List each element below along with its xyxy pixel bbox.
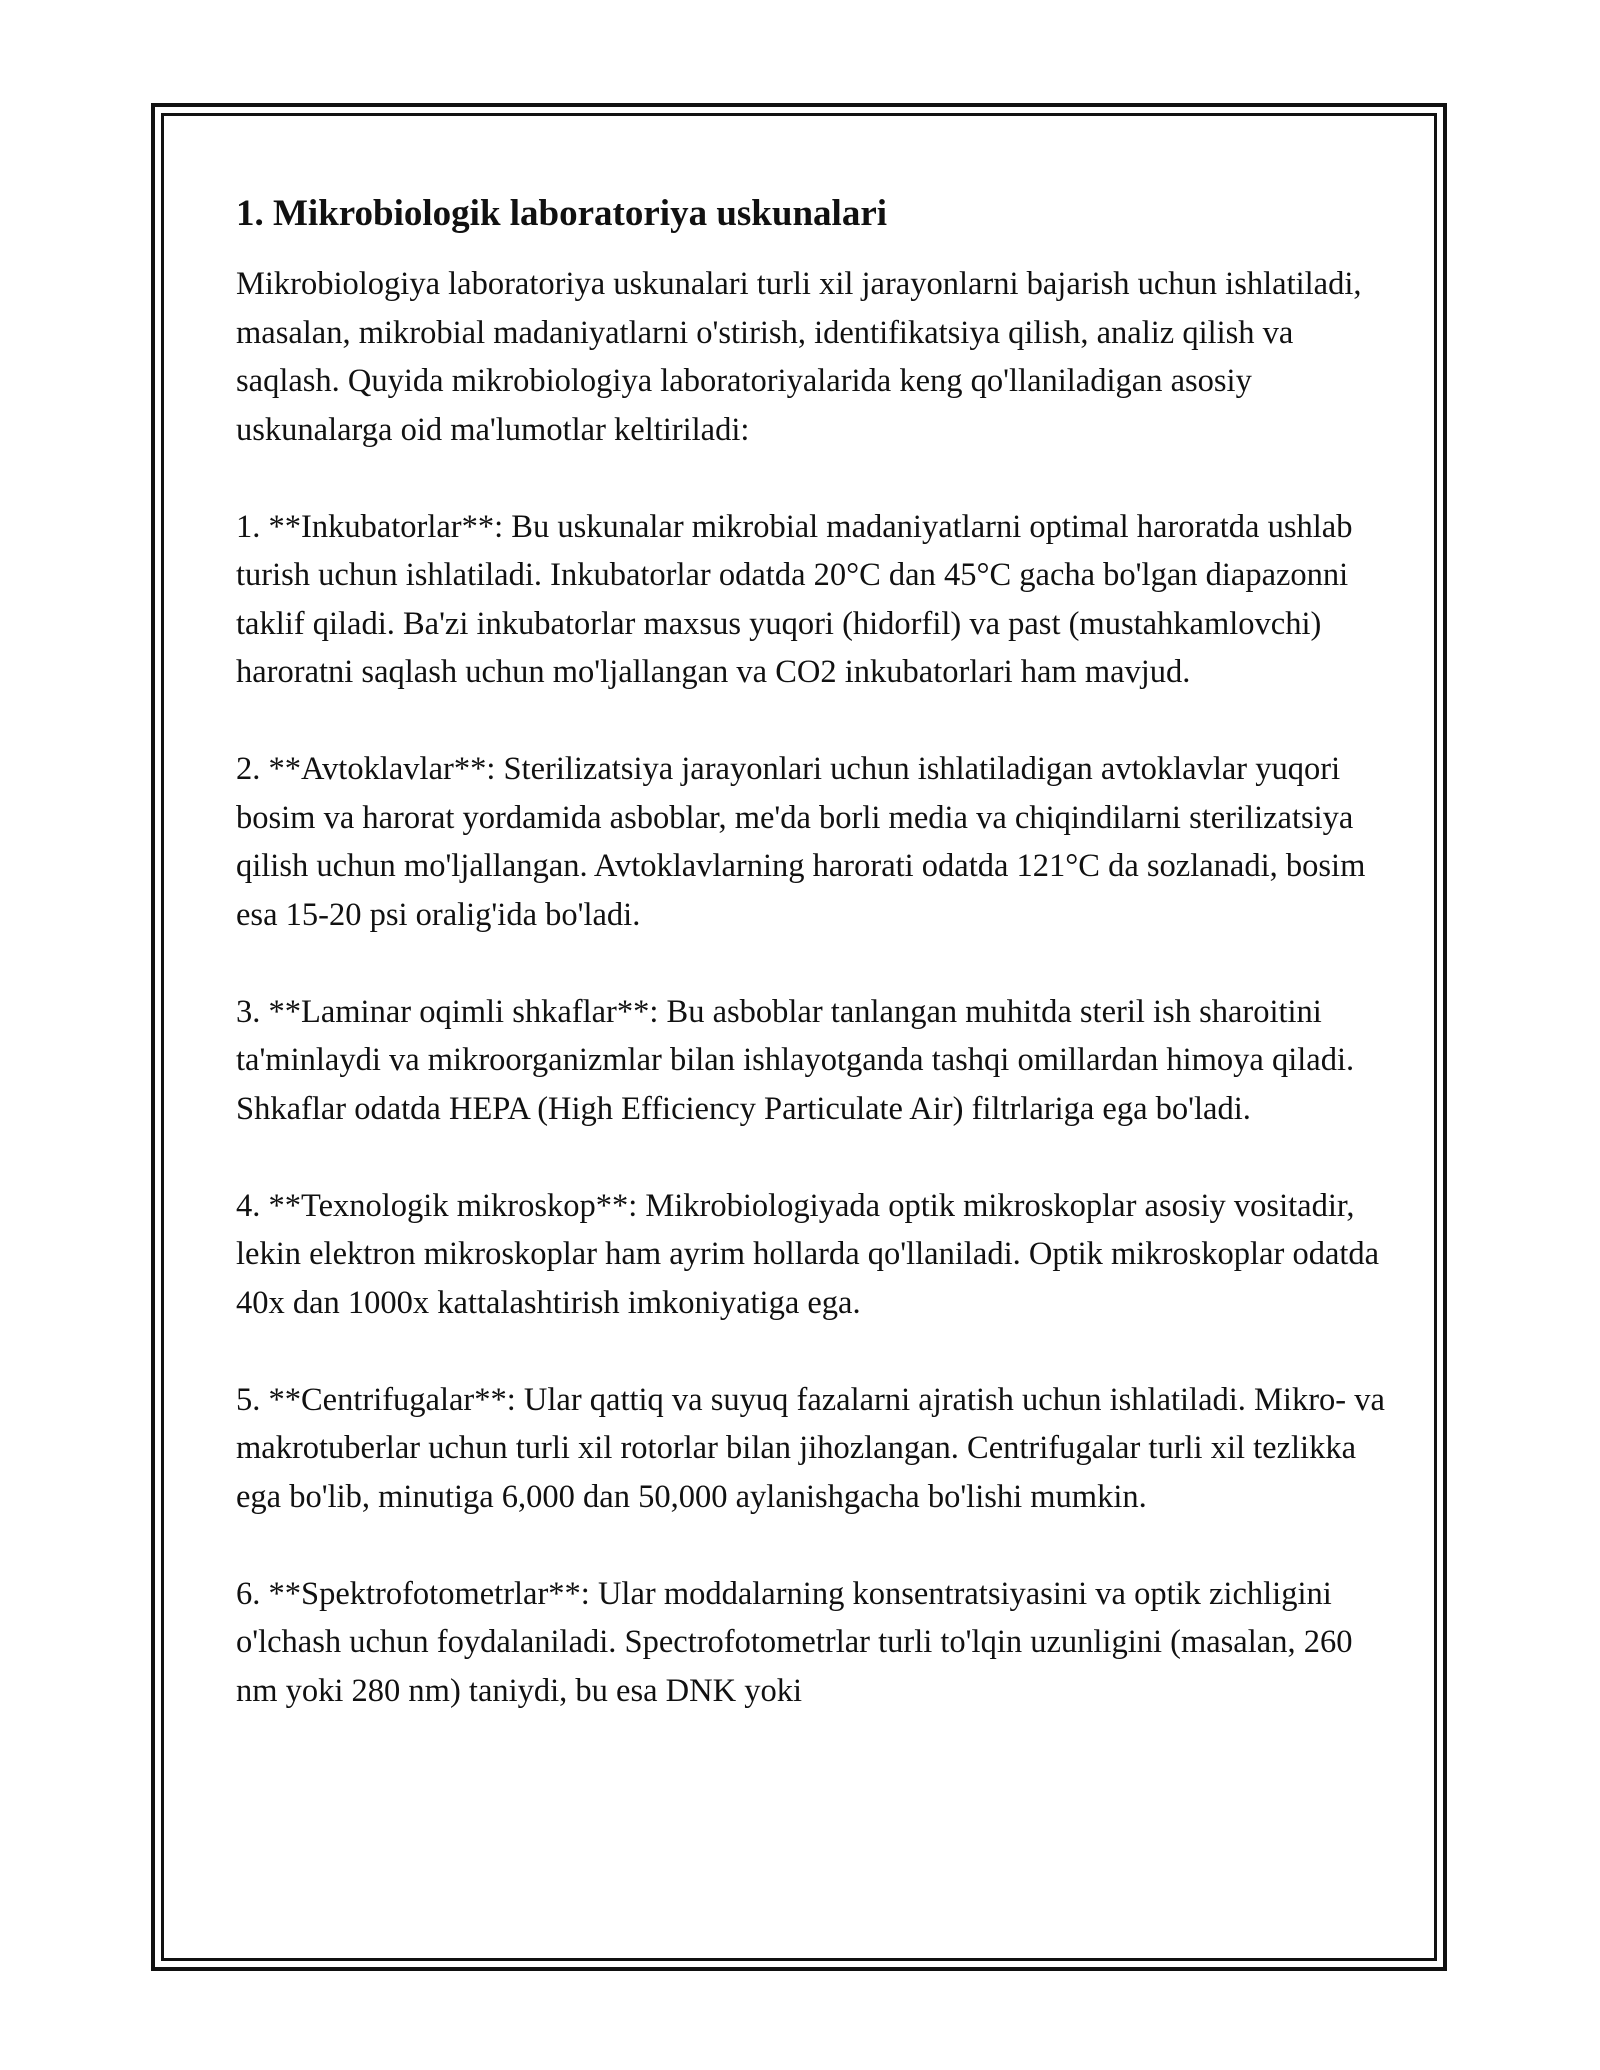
- document-body: [236, 186, 1386, 1764]
- item-incubators: 1. **Inkubatorlar**: Bu uskunalar mikrobial madaniyatlarni optimal haroratda ushlab turish uchun ishlatiladi. Inkubatorlar odatda 20°C dan 45°C gacha bo'lgan diapazonni taklif qiladi. Ba'zi inkubatorlar maxsus yuqori (hidorfil) va past (mustahkamlovchi) haroratni saqlash uchun mo'ljallangan va CO2 inkubatorlari ham mavjud.: [236, 508, 1353, 690]
- item-autoclaves: 2. **Avtoklavlar**: Sterilizatsiya jarayonlari uchun ishlatiladigan avtoklavlar yuqori bosim va harorat yordamida asboblar, me'da borli media va chiqindilarni sterilizatsiya qilish uchun mo'ljallangan. Avtoklavlarning harorati odatda 121°C da sozlanadi, bosim esa 15-20 psi oralig'ida bo'ladi.: [236, 751, 1366, 933]
- item-microscope: 4. **Texnologik mikroskop**: Mikrobiologiyada optik mikroskoplar asosiy vositadir, lekin elektron mikroskoplar ham ayrim hollarda qo'llaniladi. Optik mikroskoplar odatda 40x dan 1000x kattalashtirish imkoniyatiga ega.: [236, 1187, 1380, 1321]
- intro-paragraph: Mikrobiologiya laboratoriya uskunalari turli xil jarayonlarni bajarish uchun ishlatiladi, masalan, mikrobial madaniyatlarni o'stirish, identifikatsiya qilish, analiz qilish va saqlash. Quyida mikrobiologiya laboratoriyalarida keng qo'llaniladigan asosiy uskunalarga oid ma'lumotlar keltiriladi:: [236, 266, 1362, 448]
- item-spectrophotometers: 6. **Spektrofotometrlar**: Ular moddalarning konsentratsiyasini va optik zichligini o'lchash uchun foydalaniladi. Spectrofotometrlar turli to'lqin uzunligini (masalan, 260 nm yoki 280 nm) taniydi, bu esa DNK yoki: [236, 1575, 1353, 1709]
- item-laminar-cabinets: 3. **Laminar oqimli shkaflar**: Bu asboblar tanlangan muhitda steril ish sharoitini ta'minlaydi va mikroorganizmlar bilan ishlayotganda tashqi omillardan himoya qiladi. Shkaflar odatda HEPA (High Efficiency Particulate Air) filtrlariga ega bo'ladi.: [236, 993, 1355, 1127]
- item-centrifuges: 5. **Centrifugalar**: Ular qattiq va suyuq fazalarni ajratish uchun ishlatiladi. Mikro- va makrotuberlar uchun turli xil rotorlar bilan jihozlangan. Centrifugalar turli xil tezlikka ega bo'lib, minutiga 6,000 dan 50,000 aylanishgacha bo'lishi mumkin.: [236, 1381, 1385, 1515]
- section-heading: 1. Mikrobiologik laboratoriya uskunalari: [236, 193, 888, 234]
